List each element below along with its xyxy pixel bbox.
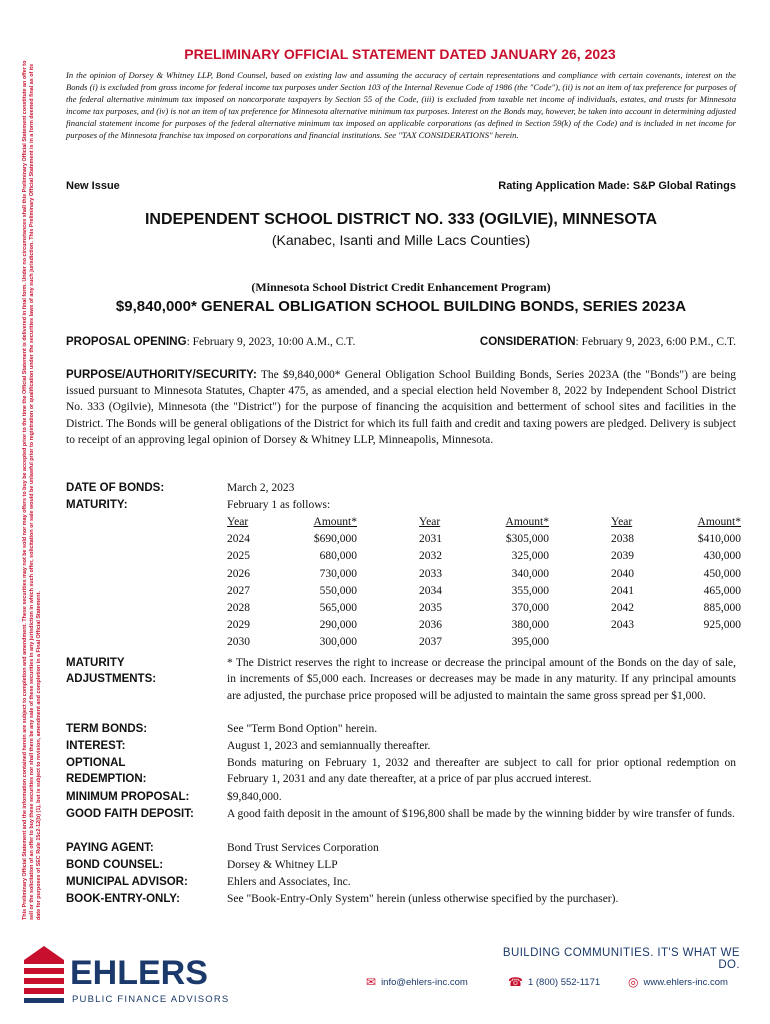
paying-agent-value: Bond Trust Services Corporation [227,842,379,854]
maturity-year: 2033 [419,567,442,580]
web-text: www.ehlers-inc.com [643,976,728,988]
maturity-amount: 370,000 [511,602,549,615]
globe-icon: ◎ [628,975,639,989]
maturity-adjustments-value: * The District reserves the right to increase or decrease the principal amount of the Bonds on the day of sale, in increments of $5,000 each. Increases or decreases may be made in any maturity. If any principal amounts are adjusted, the purchase price proposed will be adjusted to maintain the same gross spread per $1,000. [227,657,736,702]
svg-text:EHLERS: EHLERS [70,954,208,992]
maturity-year: 2035 [419,602,442,615]
maturity-row [419,566,549,583]
minimum-proposal-value: $9,840,000. [227,791,282,803]
maturity-amount: 680,000 [319,550,357,563]
rating-label: Rating Application Made: S&P Global Ratings [498,180,736,192]
maturity-row [227,634,357,651]
minimum-proposal-label: MINIMUM PROPOSAL: [66,791,190,803]
year-header: Year [419,516,441,528]
side-disclaimer-text: This Preliminary Official Statement and the information contained herein are subject to completion and amendment. These securities may not be sold nor may offers to buy be accepted prior to the time the Official Statement is delivered in final form. Under no circumstances shall this Preliminary Official Statement constitute an offer to sell or the solicitation of an offer to buy these securities nor shall there be any sale of these securities in any jurisdiction in which such offer, solicitation or sale would be unlawful prior to registration or qualification under the securities laws of any such jurisdiction. This Preliminary Official Statement is in a form deemed final as of its date for purposes of SEC Rule 15c2-12(b) (1), but is subject to revision, amendment and completion in a Final Official Statement. [22,60,43,920]
interest-value: August 1, 2023 and semiannually thereafter. [227,740,431,752]
year-header: Year [611,516,633,528]
book-entry-only-label: BOOK-ENTRY-ONLY: [66,893,180,905]
maturity-amount: 450,000 [703,567,741,580]
maturity-year: 2027 [227,584,250,597]
purpose-text: The $9,840,000* General Obligation School Building Bonds, Series 2023A (the "Bonds") are being issued pursuant to Minnesota Statutes, Chapter 475, as amended, and a special election held November 8, 2022 by Independent School District No. 333 (Ogilvie), Minnesota (the "District") for the purpose of financing the acquisition and betterment of school sites and facilities in the District. The Bonds will be general obligations of the District for which its full faith and credit and taxing powers are pledged. Delivery is subject to receipt of an approving legal opinion of Dorsey & Whitney LLP, Minneapolis, Minnesota. [66,369,736,446]
maturity-year: 2024 [227,533,250,546]
ehlers-logo [22,938,232,1008]
maturity-amount: 430,000 [703,550,741,563]
optional-redemption-label-2: REDEMPTION: [66,773,147,786]
interest-label: INTEREST: [66,740,126,752]
maturity-amount: 355,000 [511,584,549,597]
maturity-row [227,548,357,565]
maturity-year: 2043 [611,619,634,632]
preliminary-heading: PRELIMINARY OFFICIAL STATEMENT DATED JANUARY 26, 2023 [184,46,616,62]
bond-counsel-value: Dorsey & Whitney LLP [227,859,338,871]
maturity-column-3 [611,514,741,634]
contact-bar [366,972,740,992]
optional-redemption-label [66,755,226,788]
purpose-label: PURPOSE/AUTHORITY/SECURITY: [66,369,257,381]
consideration-value: : February 9, 2023, 6:00 P.M., C.T. [575,336,736,348]
side-disclaimer [22,60,52,920]
maturity-year: 2030 [227,636,250,649]
maturity-row [227,600,357,617]
good-faith-deposit-value: A good faith deposit in the amount of $196,800 shall be made by the winning bidder by wire transfer of funds. [227,808,735,820]
maturity-amount: 550,000 [319,584,357,597]
maturity-row [611,583,741,600]
maturity-column-1 [227,514,357,652]
phone-contact[interactable] [508,975,600,989]
maturity-year: 2042 [611,602,634,615]
phone-icon: ☎ [508,975,523,989]
maturity-year: 2032 [419,550,442,563]
maturity-amount: $305,000 [505,533,549,546]
maturity-year: 2040 [611,567,634,580]
bond-counsel-label: BOND COUNSEL: [66,859,164,871]
maturity-adjustments-label [66,655,226,688]
maturity-row [611,566,741,583]
maturity-row [227,617,357,634]
optional-redemption-label-1: OPTIONAL [66,757,126,769]
maturity-row [227,583,357,600]
maturity-row [611,600,741,617]
maturity-row [227,531,357,548]
svg-text:PUBLIC FINANCE ADVISORS: PUBLIC FINANCE ADVISORS [72,994,230,1005]
municipal-advisor-value: Ehlers and Associates, Inc. [227,876,351,888]
maturity-row [611,617,741,634]
maturity-year: 2036 [419,619,442,632]
maturity-row [227,566,357,583]
tagline: BUILDING COMMUNITIES. IT'S WHAT WE DO. [502,947,740,971]
year-header: Year [227,516,249,528]
amount-header: Amount* [505,516,549,528]
bonds-title: $9,840,000* GENERAL OBLIGATION SCHOOL BUILDING BONDS, SERIES 2023A [115,298,687,315]
consideration [480,336,736,348]
maturity-year: 2039 [611,550,634,563]
maturity-amount: 325,000 [511,550,549,563]
envelope-icon: ✉ [366,975,377,989]
maturity-value: February 1 as follows: [227,499,331,511]
consideration-label: CONSIDERATION [479,336,576,348]
maturity-adjustments-label-1: MATURITY [66,657,125,669]
maturity-year: 2029 [227,619,250,632]
phone-text: 1 (800) 552-1171 [527,976,601,988]
maturity-year: 2026 [227,567,250,580]
good-faith-deposit-label: GOOD FAITH DEPOSIT: [66,808,194,820]
maturity-amount: 380,000 [511,619,549,632]
maturity-amount: 925,000 [703,619,741,632]
proposal-opening [66,336,355,348]
proposal-opening-value: : February 9, 2023, 10:00 A.M., C.T. [186,336,356,348]
bond-counsel-opinion: In the opinion of Dorsey & Whitney LLP, Bond Counsel, based on existing law and assuming the accuracy of certain representations and compliance with certain covenants, interest on the Bonds (i) is excluded from gross income for federal income tax purposes under Section 103 of the Internal Revenue Code of 1986 (the "Code"), (ii) is not an item of tax preference for purposes of the federal alternative minimum tax imposed on noncorporate taxpayers by Section 55 of the Code, (iii) is excluded from taxable net income of individuals, estates, and trusts for Minnesota income tax purposes, and (iv) is not an item of tax preference for Minnesota alternative minimum tax purposes. Interest on the Bonds may, however, be taken into account in determining adjusted financial statement income for purposes of the federal alternative minimum tax imposed on applicable corporations (as defined in Section 59(k) of the Code) and is included in net income for purposes of the Minnesota franchise tax imposed on corporations and financial institutions. See "TAX CONSIDERATIONS" herein. [66,70,736,140]
maturity-amount: 300,000 [319,636,357,649]
maturity-year: 2041 [611,584,634,597]
amount-header: Amount* [313,516,357,528]
maturity-amount: 340,000 [511,567,549,580]
maturity-amount: 885,000 [703,602,741,615]
proposal-opening-label: PROPOSAL OPENING [66,336,187,348]
maturity-row [419,583,549,600]
maturity-column-2 [419,514,549,652]
purpose-paragraph [66,367,736,448]
issuer-title: INDEPENDENT SCHOOL DISTRICT NO. 333 (OGILVIE), MINNESOTA [144,211,658,228]
maturity-amount: 730,000 [319,567,357,580]
web-contact[interactable] [628,975,728,989]
maturity-year: 2031 [419,533,442,546]
maturity-amount: 465,000 [703,584,741,597]
municipal-advisor-label: MUNICIPAL ADVISOR: [66,876,188,888]
term-bonds-value: See "Term Bond Option" herein. [227,723,378,735]
amount-header: Amount* [697,516,741,528]
maturity-year: 2028 [227,602,250,615]
book-entry-only-value: See "Book-Entry-Only System" herein (unless otherwise specified by the purchaser). [227,893,619,905]
new-issue-label: New Issue [66,180,120,192]
maturity-amount: 565,000 [319,602,357,615]
counties-subtitle: (Kanabec, Isanti and Mille Lacs Counties) [271,232,531,248]
maturity-amount: 395,000 [511,636,549,649]
maturity-label: MATURITY: [66,499,128,511]
program-subtitle: (Minnesota School District Credit Enhancement Program) [251,280,551,294]
term-bonds-label: TERM BONDS: [66,723,148,735]
email-text: info@ehlers-inc.com [381,976,468,988]
maturity-year: 2025 [227,550,250,563]
ehlers-mark-icon [22,938,232,1008]
maturity-year: 2034 [419,584,442,597]
email-contact[interactable] [366,975,468,989]
maturity-row [419,531,549,548]
maturity-amount: $410,000 [697,533,741,546]
maturity-row [419,548,549,565]
maturity-amount: $690,000 [313,533,357,546]
maturity-row [419,634,549,651]
maturity-year: 2038 [611,533,634,546]
maturity-amount: 290,000 [319,619,357,632]
maturity-row [419,617,549,634]
maturity-year: 2037 [419,636,442,649]
maturity-row [611,548,741,565]
maturity-adjustments-label-2: ADJUSTMENTS: [66,673,157,686]
maturity-row [611,531,741,548]
optional-redemption-value: Bonds maturing on February 1, 2032 and thereafter are subject to call for prior optional redemption on February 1, 2031 and any date thereafter, at a price of par plus accrued interest. [227,757,736,786]
maturity-row [419,600,549,617]
paying-agent-label: PAYING AGENT: [66,842,154,854]
date-of-bonds-label: DATE OF BONDS: [66,482,165,494]
date-of-bonds-value: March 2, 2023 [227,482,295,494]
